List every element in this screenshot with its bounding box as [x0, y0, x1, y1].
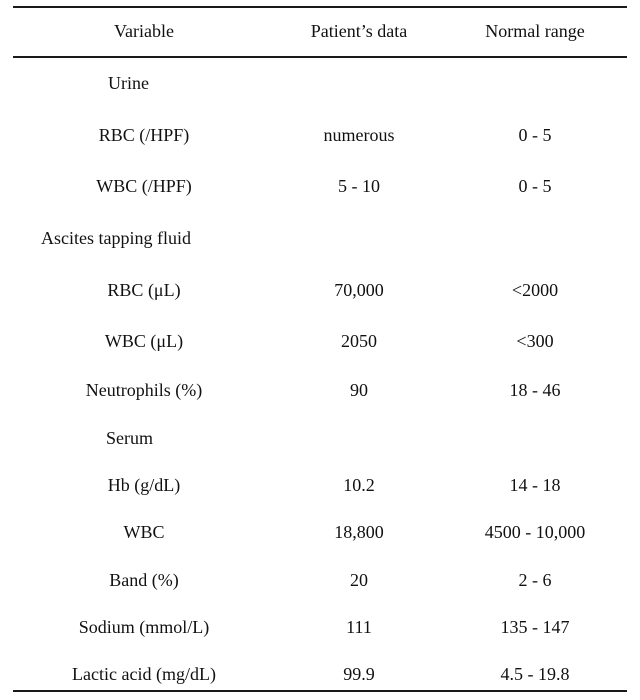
section-heading-row — [13, 225, 627, 251]
table-row — [13, 567, 627, 593]
variable-cell: Band (%) — [109, 570, 179, 590]
table-row — [13, 614, 627, 640]
section-heading-row — [13, 70, 627, 96]
table-top-rule — [13, 6, 627, 8]
normal-range-cell: 4.5 - 19.8 — [500, 664, 570, 684]
table-row — [13, 122, 627, 148]
table-bottom-rule — [13, 690, 627, 692]
variable-cell: Sodium (mmol/L) — [78, 617, 210, 637]
patient-cell: 10.2 — [343, 475, 375, 495]
normal-range-cell: 14 - 18 — [509, 475, 561, 495]
table-row — [13, 519, 627, 545]
section-title-serum: Serum — [106, 428, 153, 448]
table-row — [13, 328, 627, 354]
patient-cell: 99.9 — [343, 664, 375, 684]
variable-cell: Lactic acid (mg/dL) — [72, 664, 216, 684]
variable-cell: WBC — [123, 522, 165, 542]
table-header-row — [13, 18, 627, 44]
patient-cell: 2050 — [341, 331, 377, 351]
normal-range-cell: 135 - 147 — [500, 617, 570, 637]
table-row — [13, 661, 627, 687]
normal-range-cell: 0 - 5 — [518, 125, 552, 145]
patient-cell: 5 - 10 — [338, 176, 380, 196]
patient-cell: 111 — [346, 617, 372, 637]
table-row — [13, 377, 627, 403]
patient-cell: 70,000 — [334, 280, 384, 300]
section-title-urine: Urine — [108, 73, 149, 93]
normal-range-cell: 4500 - 10,000 — [484, 522, 586, 542]
table-row — [13, 173, 627, 199]
patient-cell: 20 — [350, 570, 368, 590]
section-title-ascites: Ascites tapping fluid — [41, 228, 191, 248]
table-row — [13, 472, 627, 498]
variable-cell: Hb (g/dL) — [107, 475, 181, 495]
variable-cell: WBC (/HPF) — [96, 176, 192, 196]
header-normal-range: Normal range — [485, 21, 585, 41]
patient-cell: numerous — [323, 125, 395, 145]
table-row — [13, 277, 627, 303]
variable-cell: WBC (μL) — [104, 331, 184, 351]
table-header-rule — [13, 56, 627, 58]
header-patient-data: Patient’s data — [310, 21, 408, 41]
section-heading-row — [13, 425, 627, 451]
patient-cell: 18,800 — [334, 522, 384, 542]
variable-cell: Neutrophils (%) — [85, 380, 203, 400]
normal-range-cell: <300 — [516, 331, 554, 351]
normal-range-cell: <2000 — [511, 280, 559, 300]
normal-range-cell: 2 - 6 — [518, 570, 552, 590]
lab-results-table — [13, 6, 627, 692]
patient-cell: 90 — [350, 380, 368, 400]
normal-range-cell: 0 - 5 — [518, 176, 552, 196]
variable-cell: RBC (μL) — [107, 280, 181, 300]
variable-cell: RBC (/HPF) — [98, 125, 190, 145]
header-variable: Variable — [114, 21, 174, 41]
normal-range-cell: 18 - 46 — [509, 380, 561, 400]
